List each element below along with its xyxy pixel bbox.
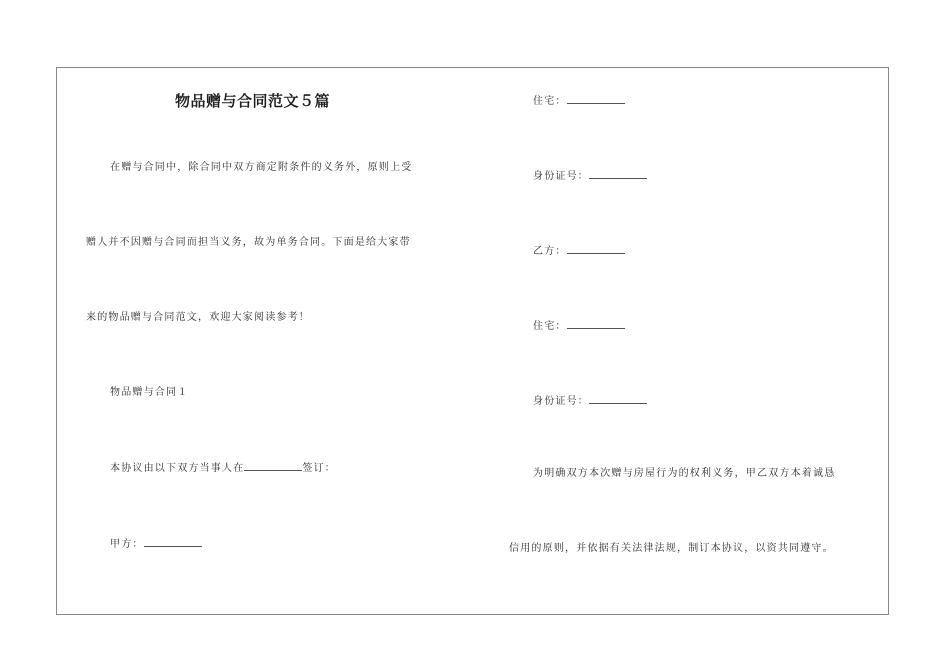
residence-label-2: 住宅： bbox=[533, 321, 567, 332]
residence-label-1: 住宅： bbox=[533, 96, 567, 107]
id-line-2 bbox=[533, 393, 647, 409]
party-a-label: 甲方： bbox=[110, 539, 144, 550]
residence-blank-1 bbox=[567, 93, 625, 104]
agreement-prefix: 本协议由以下双方当事人在 bbox=[110, 463, 245, 474]
signing-place-blank bbox=[244, 460, 302, 471]
party-a-line bbox=[110, 536, 202, 552]
intro-line-3: 来的物品赠与合同范文，欢迎大家阅读参考！ bbox=[86, 312, 310, 323]
id-line-1 bbox=[533, 168, 647, 184]
document-title: 物品赠与合同范文５篇 bbox=[175, 92, 331, 110]
purpose-line-2: 信用的原则，并依据有关法律法规，制订本协议，以资共同遵守。 bbox=[509, 543, 834, 554]
purpose-line-1: 为明确双方本次赠与房屋行为的权利义务，甲乙双方本着诚恳 bbox=[533, 468, 836, 479]
residence-line-2 bbox=[533, 318, 625, 334]
section-heading: 物品赠与合同１ bbox=[110, 387, 189, 398]
id-label-1: 身份证号： bbox=[533, 171, 589, 182]
page-border bbox=[56, 67, 889, 615]
residence-blank-2 bbox=[567, 318, 625, 329]
party-b-label: 乙方： bbox=[533, 246, 567, 257]
party-a-blank bbox=[144, 536, 202, 547]
id-blank-1 bbox=[589, 168, 647, 179]
residence-line-1 bbox=[533, 93, 625, 109]
id-label-2: 身份证号： bbox=[533, 396, 589, 407]
agreement-suffix: 签订： bbox=[302, 463, 337, 474]
intro-line-2: 赠人并不因赠与合同而担当义务，故为单务合同。下面是给大家带 bbox=[86, 237, 411, 248]
agreement-line bbox=[110, 460, 336, 476]
id-blank-2 bbox=[589, 393, 647, 404]
party-b-line bbox=[533, 243, 625, 259]
party-b-blank bbox=[567, 243, 625, 254]
intro-line-1: 在赠与合同中，除合同中双方商定附条件的义务外，原则上受 bbox=[110, 162, 413, 173]
